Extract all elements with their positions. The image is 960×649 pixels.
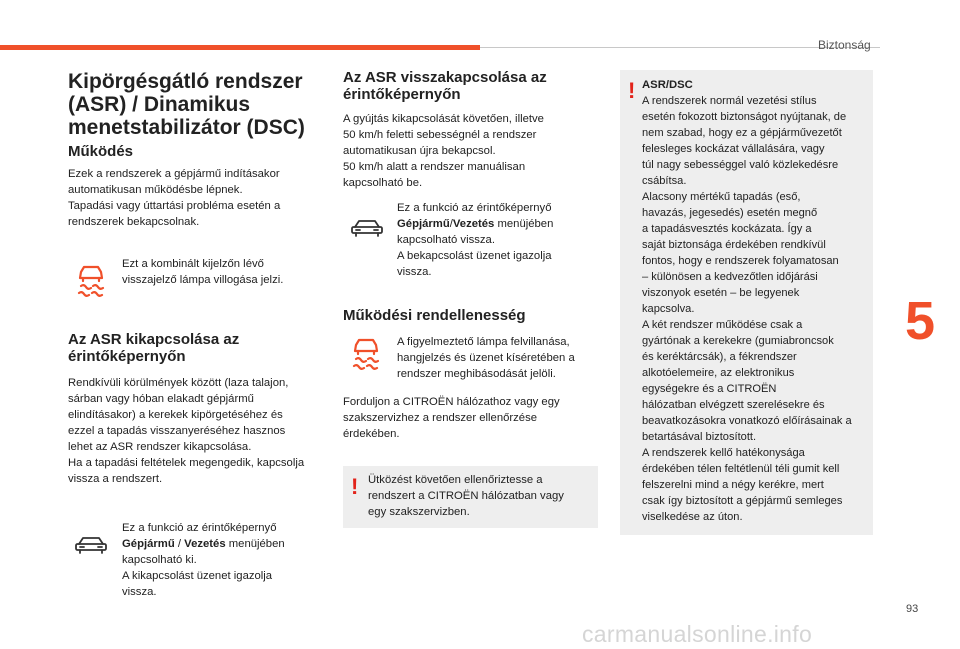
operation-text: Ezek a rendszerek a gépjármű indításakor automatikusan működésbe lépnek. Tapadási vagy úttartási probléma esetén a rendszerek bekapcsolnak. [68,168,281,228]
reactivate-text: A gyújtás kikapcsolását követően, illetve 50 km/h feletti sebességnél a rendszer automatikusan újra bekapcsol. 50 km/h alatt a rendszer manuálisan kapcsolható be. [343,113,544,189]
info-box-title: ASR/DSC [642,79,693,91]
deactivate-heading: Az ASR kikapcsolása az érintőképernyőn [68,331,240,365]
warning-text: Ütközést követően ellenőriztesse a rendszert a CITROËN hálózatban vagy egy szakszervizben. [368,474,564,518]
chapter-number: 5 [904,291,936,351]
page-title: Kipörgésgátló rendszer (ASR) / Dinamikus menetstabilizátor (DSC) [68,70,305,139]
warning-icon: ! [351,474,359,499]
warning-icon: ! [628,78,636,103]
malfunction-icon-text: A figyelmeztető lámpa felvillanása, hangjelzés és üzenet kíséretében a rendszer meghibásodását jelöli. [397,336,575,380]
indicator-text: Ezt a kombinált kijelzőn lévő visszajelző lámpa villogása jelzi. [122,258,284,286]
car-icon [74,535,108,555]
reactivate-heading: Az ASR visszakapcsolása az érintőképernyőn [343,69,547,103]
malfunction-heading: Működési rendellenesség [343,307,526,324]
deactivate-touch-text: Ez a funkció az érintőképernyő Gépjármű / Vezetés menüjében kapcsolható ki. A kikapcsolást üzenet igazolja vissza. [122,522,285,598]
section-label: Biztonság [818,38,871,52]
page-number: 93 [906,603,919,615]
deactivate-text: Rendkívüli körülmények között (laza talajon, sárban vagy hóban elakadt gépjármű elindításakor) a kerekek kipörgetéséhez és ezzel a tapadás visszanyeréséhez hasznos lehet az ASR rendszer kikapcsolása. Ha a tapadási feltételek megengedik, kapcsolja vissza a rendszert. [68,377,305,485]
info-box-text: A rendszerek normál vezetési stílus esetén fokozott biztonságot nyújtanak, de nem szabad, hogy ez a gépjárművezetőt felesleges kockázat vállalására, vagy túl nagy sebességgel való közlekedésre csábítsa. Alacsony mértékű tapadás (eső, havazás, jegesedés) esetén megnő a tapadásvesztés kockázata. Így a saját biztonsága érdekében rendkívül fontos, hogy e rendszerek folyamatosan – különösen a kedvezőtlen időjárási viszonyok esetén – be legyenek kapcsolva. A két rendszer működése csak a gyártónak a kerekekre (gumiabroncsok és keréktárcsák), a fékrendszer alkotóelemeire, az elektronikus egységekre és a CITROËN hálózatban elvégzett szerelésekre és beavatkozásokra vonatkozó előírásainak a betartásával biztosított. A rendszerek kellő hatékonysága érdekében télen feltétlenül téli gumit kell felszerelni mind a négy kerékre, mert csak így biztosított a gépjármű semleges viselkedése az úton. [642,95,852,523]
malfunction-text: Forduljon a CITROËN hálózathoz vagy egy szakszervizhez a rendszer ellenőrzése érdekében. [343,396,560,440]
watermark: carmanualsonline.info [582,621,813,647]
car-icon [350,218,384,238]
header-accent-bar [0,45,480,50]
skid-warning-lamp-icon [75,264,107,298]
skid-warning-lamp-icon [350,337,382,371]
operation-heading: Működés [68,143,134,160]
reactivate-touch-text: Ez a funkció az érintőképernyő Gépjármű/Vezetés menüjében kapcsolható vissza. A bekapcsolást üzenet igazolja vissza. [397,202,554,278]
